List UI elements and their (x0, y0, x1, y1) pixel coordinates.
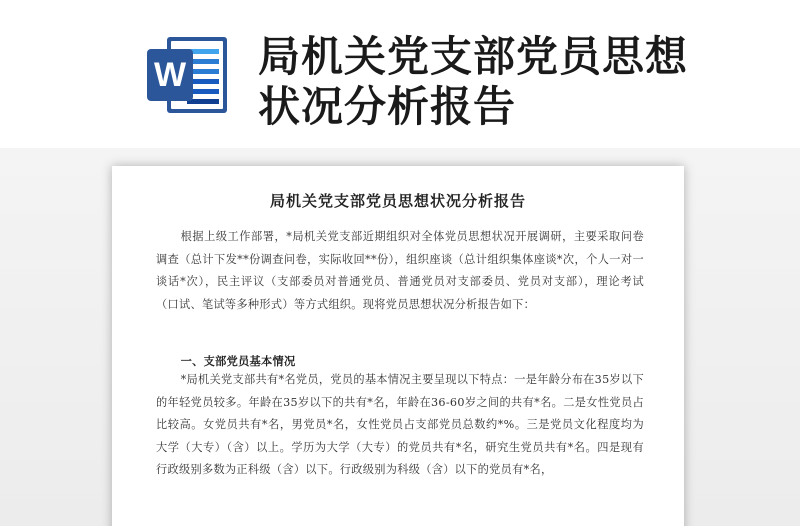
document-page (112, 166, 684, 526)
section-heading-1: 一、支部党员基本情况 (180, 354, 296, 368)
banner (0, 0, 800, 150)
word-icon (145, 35, 230, 115)
paragraph-intro: 根据上级工作部署，*局机关党支部近期组织对全体党员思想状况开展调研，主要采取问卷调查（总计下发**份调查问卷，实际收回**份），组织座谈（总计组织集体座谈*次，个人一对一谈话*次），民主评议（支部委员对普通党员、普通党员对支部委员、党员对支部），理论考试（口试、笔试等多种形式）等方式组织。现将党员思想状况分析报告如下： (156, 230, 644, 311)
word-icon-letter: W (153, 56, 187, 94)
banner-title: 局机关党支部党员思想状况分析报告 (258, 32, 689, 131)
paragraph-section-1: *局机关党支部共有*名党员，党员的基本情况主要呈现以下特点：一是年龄分布在35岁以下的年轻党员较多。年龄在35岁以下的共有*名，年龄在36-60岁之间的共有*名。二是女性党员占比较高。女党员共有*名，男党员*名，女性党员占支部党员总数约*%。三是党员文化程度均为大学（大专）（含）以上。学历为大学（大专）的党员共有*名，研究生党员共有*名。四是现有行政级别多数为正科级（含）以下。行政级别为科级（含）以下的党员有*名， (156, 373, 644, 477)
document-title: 局机关党支部党员思想状况分析报告 (269, 192, 526, 210)
